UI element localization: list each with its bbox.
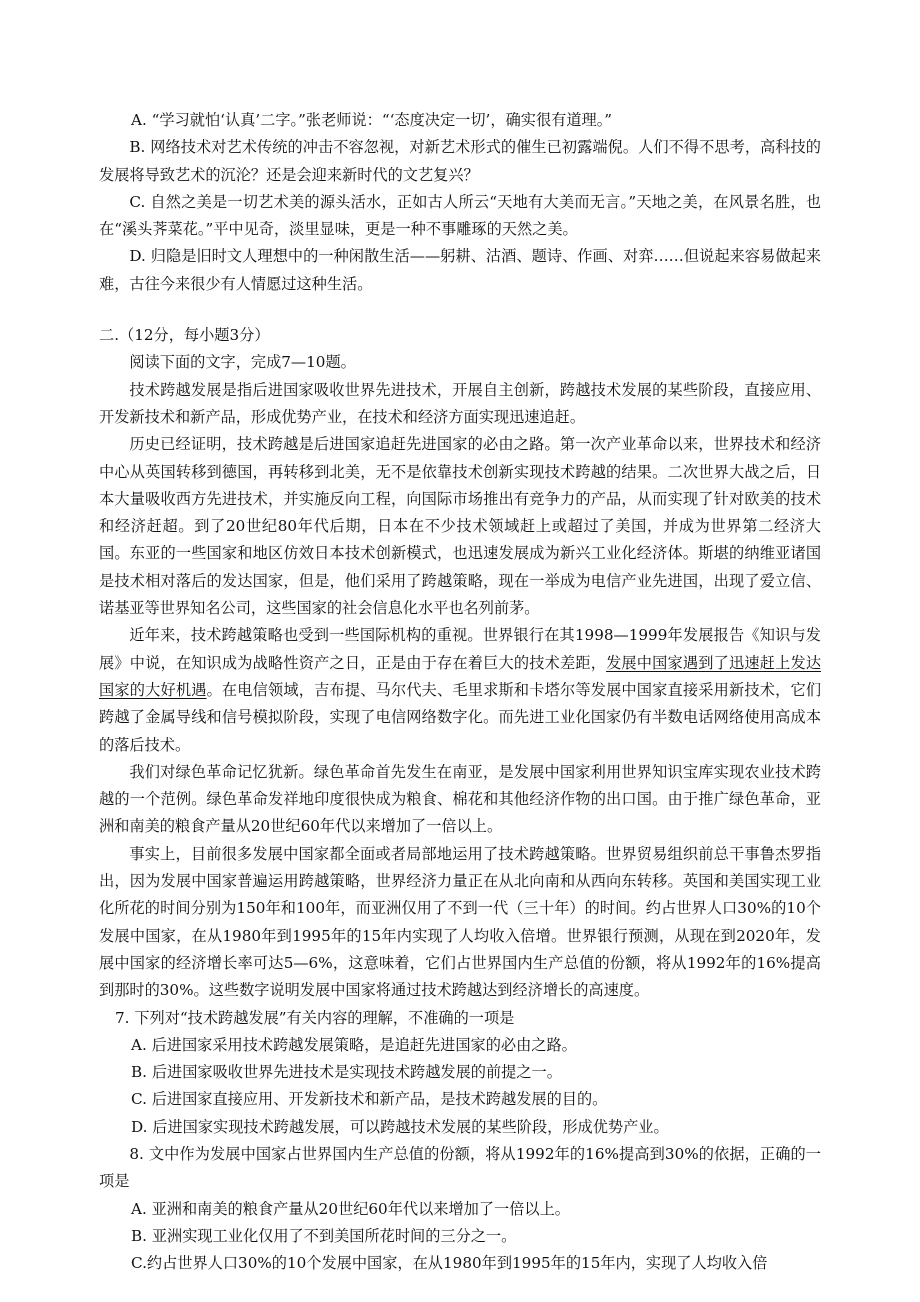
passage-paragraph-3 (99, 622, 821, 758)
prev-option-a: A. “学习就怕‘认真’二字。”张老师说：“‘态度决定一切’，确实很有道理。” (131, 111, 613, 129)
passage-p3-after: 。在电信领域，吉布提、马尔代夫、毛里求斯和卡塔尔等发展中国家直接采用新技术，它们跨越了金属导线和信号模拟阶段，实现了电信网络数字化。而先进工业化国家仍有半数电话网络使用高成本的落后技术。 (99, 680, 822, 754)
section-heading: 二.（12分，每小题3分） (99, 326, 270, 345)
question-7-stem: 7. 下列对“技术跨越发展”有关内容的理解，不准确的一项是 (115, 1008, 515, 1027)
passage-p3-before: 近年来，技术跨越策略也受到一些国际机构的重视。世界银行在其1998—1999年发展报告《知识与发展》中说，在知识成为战略性资产之日，正是由于存在着巨大的技术差距， (99, 626, 821, 672)
prev-option-b: B. 网络技术对艺术传统的冲击不容忽视，对新艺术形式的催生已初露端倪。人们不得不思考，高科技的发展将导致艺术的沉沦？还是会迎来新时代的文艺复兴？ (99, 138, 821, 184)
question-7-option-c: C. 后进国家直接应用、开发新技术和新产品，是技术跨越发展的目的。 (131, 1090, 608, 1109)
section-instruction: 阅读下面的文字，完成7—10题。 (129, 353, 356, 372)
section-gap (99, 298, 821, 322)
exam-page (99, 107, 821, 1277)
prev-option-c: C. 自然之美是一切艺术美的源头活水，正如古人所云“天地有大美而无言。”天地之美，在风景名胜，也在“溪头荠菜花。”平中见奇，淡里显味，更是一种不事雕琢的天然之美。 (99, 192, 821, 239)
question-7-option-b: B. 后进国家吸收世界先进技术是实现技术跨越发展的前提之一。 (131, 1063, 562, 1082)
question-8-option-b: B. 亚洲实现工业化仅用了不到美国所花时间的三分之一。 (131, 1226, 517, 1245)
question-8-stem: 8. 文中作为发展中国家占世界国内生产总值的份额，将从1992年的16%提高到30%的依据，正确的一项是 (99, 1144, 821, 1191)
prev-option-d: D. 归隐是旧时文人理想中的一种闲散生活——躬耕、沽酒、题诗、作画、对弈……但说起来容易做起来难，古往今来很少有人情愿过这种生活。 (99, 247, 821, 293)
passage-paragraph-1: 技术跨越发展是指后进国家吸收世界先进技术，开展自主创新，跨越技术发展的某些阶段，直接应用、开发新技术和新产品，形成优势产业，在技术和经济方面实现迅速追赶。 (99, 380, 821, 426)
question-7-option-d: D. 后进国家实现技术跨越发展，可以跨越技术发展的某些阶段，形成优势产业。 (131, 1117, 669, 1136)
question-8-option-c: C.约占世界人口30%的10个发展中国家，在从1980年到1995年的15年内，实现了人均收入倍 (131, 1254, 768, 1273)
passage-paragraph-4: 我们对绿色革命记忆犹新。绿色革命首先发生在南亚，是发展中国家利用世界知识宝库实现农业技术跨越的一个范例。绿色革命发祥地印度很快成为粮食、棉花和其他经济作物的出口国。由于推广绿色革命，亚洲和南美的粮食产量从20世纪60年代以来增加了一倍以上。 (99, 762, 821, 836)
question-8-option-a: A. 亚洲和南美的粮食产量从20世纪60年代以来增加了一倍以上。 (131, 1199, 570, 1218)
passage-underlined-sentence: 发展中国家遇到了迅速赶上发达国家的大好机遇 (99, 653, 822, 699)
question-7-option-a: A. 后进国家采用技术跨越发展策略，是追赶先进国家的必由之路。 (131, 1035, 577, 1054)
passage-paragraph-5: 事实上，目前很多发展中国家都全面或者局部地运用了技术跨越策略。世界贸易组织前总干事鲁杰罗指出，因为发展中国家普遍运用跨越策略，世界经济力量正在从北向南和从西向东转移。英国和美国实现工业化所花的时间分别为150年和100年，而亚洲仅用了不到一代（三十年）的时间。约占世界人口30%的10个发展中国家，在从1980年到1995年的15年内实现了人均收入倍增。世界银行预测，从现在到2020年，发展中国家的经济增长率可达5—6%，这意味着，它们占世界国内生产总值的份额，将从1992年的16%提高到那时的30%。这些数字说明发展中国家将通过技术跨越达到经济增长的高速度。 (99, 844, 821, 1000)
passage-paragraph-2: 历史已经证明，技术跨越是后进国家追赶先进国家的必由之路。第一次产业革命以来，世界技术和经济中心从英国转移到德国，再转移到北美，无不是依靠技术创新实现技术跨越的结果。二次世界大战之后，日本大量吸收西方先进技术，并实施反向工程，向国际市场推出有竞争力的产品，从而实现了针对欧美的技术和经济赶超。到了20世纪80年代后期，日本在不少技术领域赶上或超过了美国，并成为世界第二经济大国。东亚的一些国家和地区仿效日本技术创新模式，也迅速发展成为新兴工业化经济体。斯堪的纳维亚诸国是技术相对落后的发达国家，但是，他们采用了跨越策略，现在一举成为电信产业先进国，出现了爱立信、诺基亚等世界知名公司，这些国家的社会信息化水平也名列前茅。 (99, 435, 821, 618)
